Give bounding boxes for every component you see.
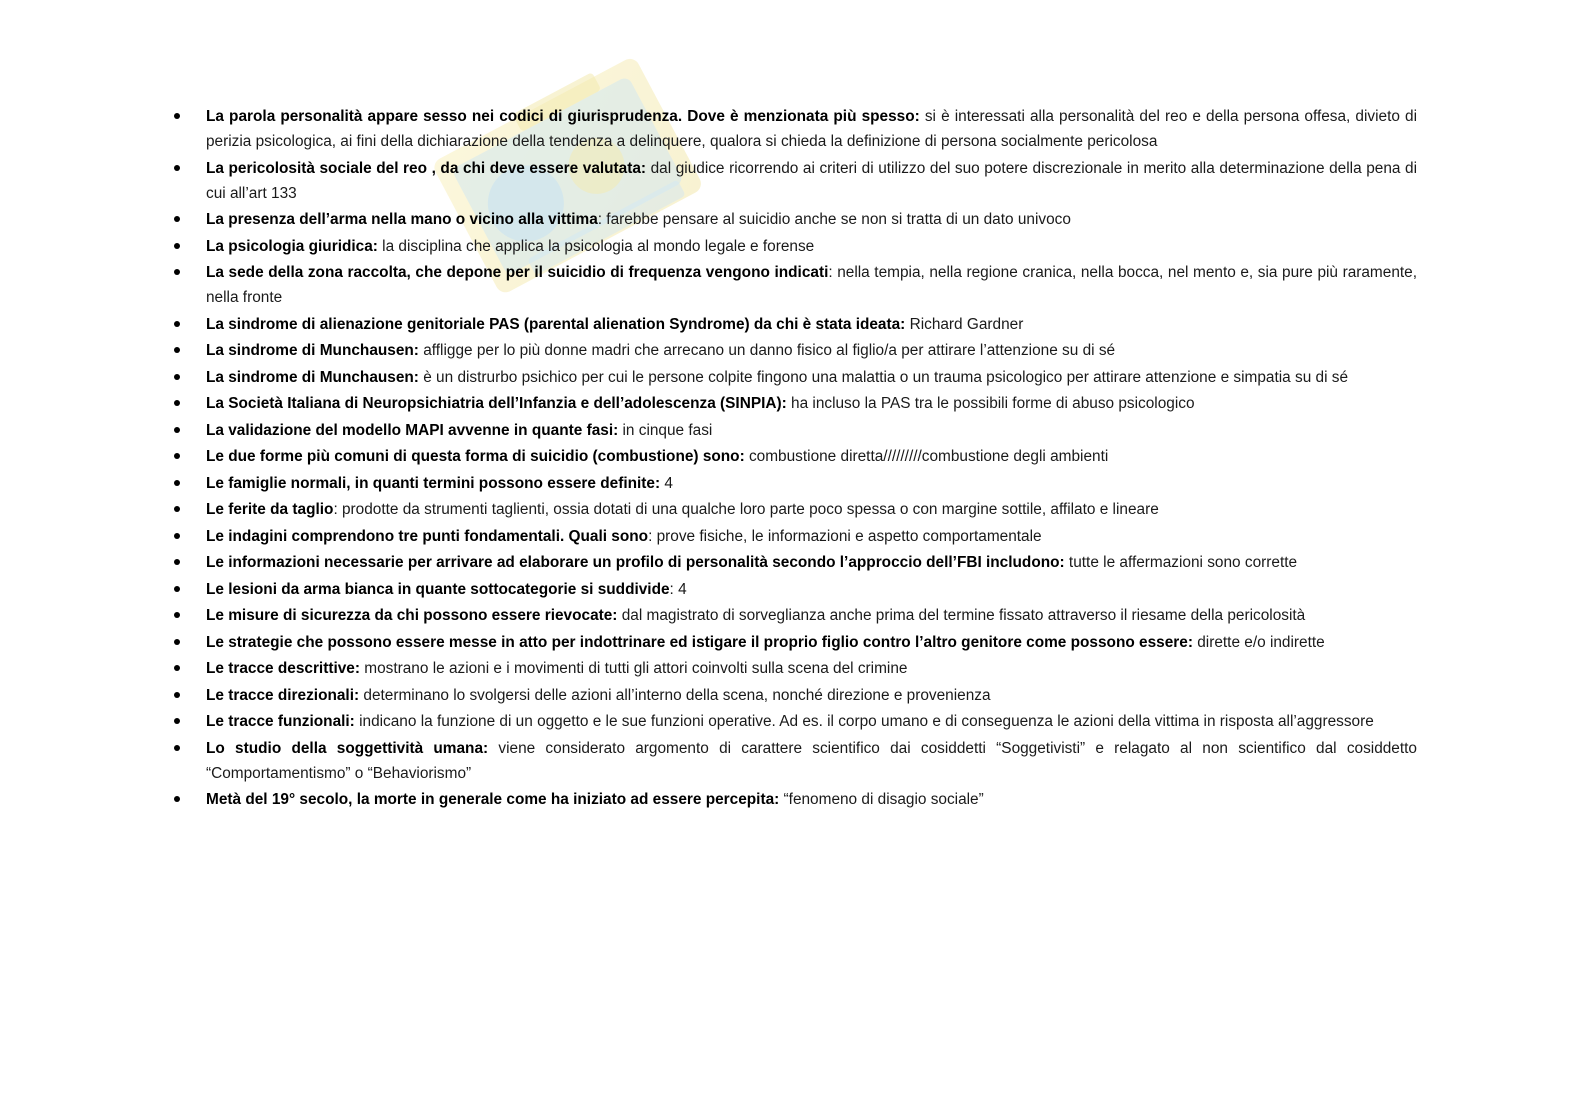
list-item bbox=[172, 630, 1417, 655]
list-item bbox=[172, 709, 1417, 734]
question-text: Metà del 19° secolo, la morte in generale come ha iniziato ad essere percepita: bbox=[206, 791, 780, 808]
list-item bbox=[172, 338, 1417, 363]
list-item bbox=[172, 524, 1417, 549]
question-text: Le misure di sicurezza da chi possono essere rievocate: bbox=[206, 607, 618, 624]
answer-text: Richard Gardner bbox=[905, 315, 1024, 333]
answer-text: viene considerato argomento di carattere scientifico dai cosiddetti “Soggetivisti” e relagato al non scientifico dal cosiddetto “Comportamentismo” o “Behaviorismo” bbox=[206, 739, 1417, 782]
answer-text: si è interessati alla personalità del reo e della persona offesa, divieto di perizia psicologica, ai fini della dichiarazione della tendenza a delinquere, qualora si chieda la definizione di persona socialmente pericolosa bbox=[206, 108, 1417, 150]
answer-text: mostrano le azioni e i movimenti di tutti gli attori coinvolti sulla scena del crimine bbox=[359, 660, 908, 677]
answer-text: determinano lo svolgersi delle azioni all’interno della scena, nonché direzione e provenienza bbox=[359, 686, 991, 704]
answer-text: : nella tempia, nella regione cranica, nella bocca, nel mento e, sia pure più raramente, nella fronte bbox=[206, 264, 1417, 306]
question-text: La parola personalità appare sesso nei codici di giurisprudenza. Dove è menzionata più spesso: bbox=[206, 108, 920, 125]
question-text: Le famiglie normali, in quanti termini possono essere definite: bbox=[206, 474, 661, 492]
list-item bbox=[172, 312, 1417, 337]
list-item bbox=[172, 391, 1417, 416]
question-text: Le tracce descrittive: bbox=[206, 660, 360, 677]
answer-text: affligge per lo più donne madri che arrecano un danno fisico al figlio/a per attirare l’attenzione su di sé bbox=[418, 342, 1116, 359]
question-text: Lo studio della soggettività umana: bbox=[206, 739, 489, 757]
list-item bbox=[172, 104, 1417, 154]
question-text: La Società Italiana di Neuropsichiatria dell’Infanzia e dell’adolescenza (SINPIA): bbox=[206, 395, 787, 412]
question-text: La sede della zona raccolta, che depone per il suicidio di frequenza vengono indicati bbox=[206, 264, 829, 281]
list-item bbox=[172, 471, 1417, 496]
answer-text: indicano la funzione di un oggetto e le sue funzioni operative. Ad es. il corpo umano e di conseguenza le azioni della vittima in risposta all’aggressore bbox=[354, 713, 1374, 730]
question-text: Le tracce direzionali: bbox=[206, 686, 360, 704]
answer-text: 4 bbox=[660, 474, 673, 492]
answer-text: : prove fisiche, le informazioni e aspetto comportamentale bbox=[648, 527, 1042, 545]
question-text: La pericolosità sociale del reo , da chi deve essere valutata: bbox=[206, 159, 647, 177]
answer-text: : prodotte da strumenti taglienti, ossia dotati di una qualche loro parte poco spessa o con margine sottile, affilato e lineare bbox=[333, 501, 1159, 518]
question-text: Le lesioni da arma bianca in quante sottocategorie si suddivide bbox=[206, 580, 670, 598]
answer-text: ha incluso la PAS tra le possibili forme di abuso psicologico bbox=[786, 395, 1195, 412]
answer-text: dirette e/o indirette bbox=[1192, 633, 1325, 651]
answer-text: in cinque fasi bbox=[618, 421, 713, 439]
answer-text: : farebbe pensare al suicidio anche se non si tratta di un dato univoco bbox=[597, 211, 1071, 228]
question-text: Le strategie che possono essere messe in atto per indottrinare ed istigare il proprio figlio contro l’altro genitore come possono essere: bbox=[206, 633, 1193, 651]
list-item bbox=[172, 234, 1417, 259]
list-item bbox=[172, 365, 1417, 390]
qa-bullet-list bbox=[172, 104, 1417, 814]
list-item bbox=[172, 577, 1417, 602]
list-item bbox=[172, 603, 1417, 628]
list-item bbox=[172, 156, 1417, 206]
list-item bbox=[172, 550, 1417, 575]
question-text: Le due forme più comuni di questa forma di suicidio (combustione) sono: bbox=[206, 448, 745, 465]
question-text: La validazione del modello MAPI avvenne in quante fasi: bbox=[206, 421, 619, 439]
list-item bbox=[172, 736, 1417, 786]
question-text: Le informazioni necessarie per arrivare ad elaborare un profilo di personalità secondo l’approccio dell’FBI includono: bbox=[206, 554, 1065, 571]
list-item bbox=[172, 207, 1417, 232]
question-text: Le tracce funzionali: bbox=[206, 713, 355, 730]
question-text: Le ferite da taglio bbox=[206, 501, 334, 518]
question-text: La sindrome di Munchausen: bbox=[206, 368, 419, 386]
question-text: La presenza dell’arma nella mano o vicino alla vittima bbox=[206, 211, 598, 228]
answer-text: : 4 bbox=[669, 580, 687, 598]
answer-text: è un distrurbo psichico per cui le persone colpite fingono una malattia o un trauma psicologico per attirare attenzione e simpatia su di sé bbox=[418, 368, 1349, 386]
question-text: La psicologia giuridica: bbox=[206, 237, 378, 255]
answer-text: dal giudice ricorrendo ai criteri di utilizzo del suo potere discrezionale in merito alla determinazione della pena di cui all’art 133 bbox=[206, 159, 1417, 202]
answer-text: dal magistrato di sorveglianza anche prima del termine fissato attraverso il riesame della pericolosità bbox=[617, 607, 1306, 624]
list-item bbox=[172, 418, 1417, 443]
list-item bbox=[172, 787, 1417, 812]
answer-text: la disciplina che applica la psicologia al mondo legale e forense bbox=[377, 237, 815, 255]
list-item bbox=[172, 497, 1417, 522]
list-item bbox=[172, 683, 1417, 708]
answer-text: combustione diretta/////////combustione degli ambienti bbox=[744, 448, 1109, 465]
question-text: Le indagini comprendono tre punti fondamentali. Quali sono bbox=[206, 527, 649, 545]
list-item bbox=[172, 260, 1417, 310]
list-item bbox=[172, 444, 1417, 469]
question-text: La sindrome di Munchausen: bbox=[206, 342, 419, 359]
answer-text: “fenomeno di disagio sociale” bbox=[779, 791, 984, 808]
list-item bbox=[172, 656, 1417, 681]
answer-text: tutte le affermazioni sono corrette bbox=[1064, 554, 1298, 571]
question-text: La sindrome di alienazione genitoriale PAS (parental alienation Syndrome) da chi è stata ideata: bbox=[206, 315, 906, 333]
